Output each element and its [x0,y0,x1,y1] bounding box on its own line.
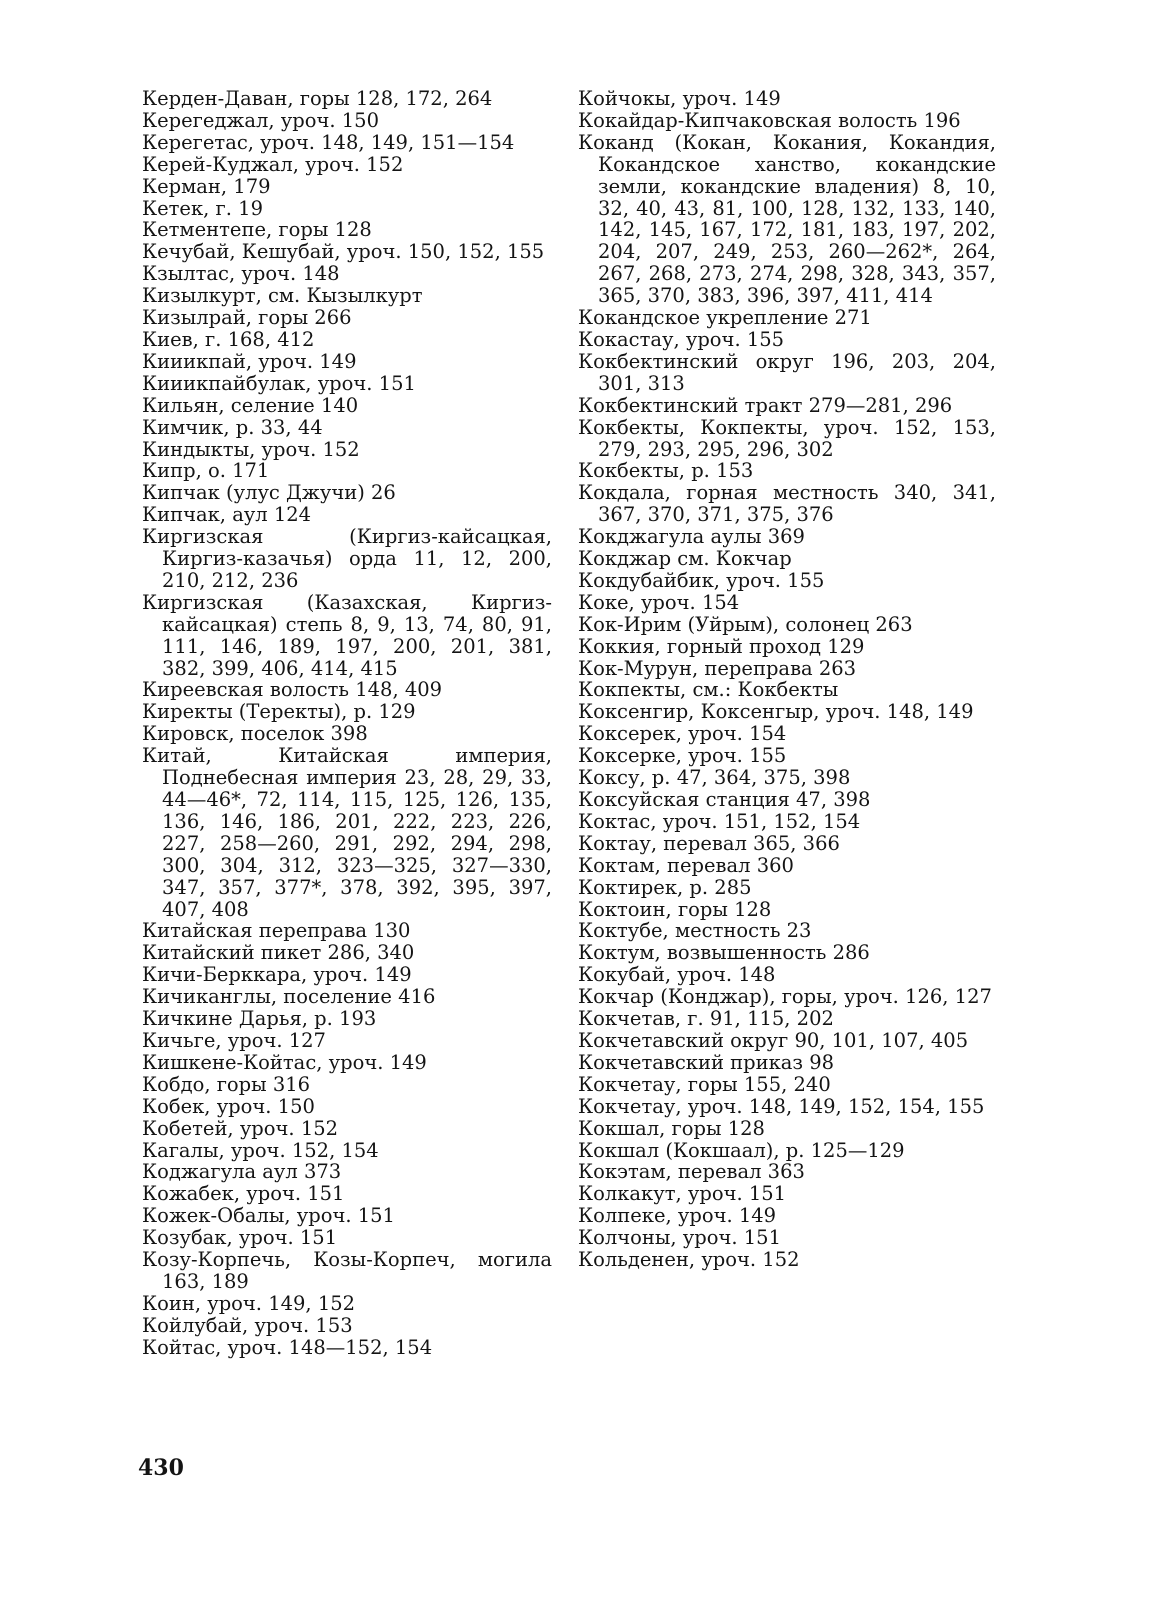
index-entry: Кишкене-Койтас, уроч. 149 [142,1050,427,1074]
index-entry: Коктирек, р. 285 [578,875,752,899]
index-entry: Кокпекты, см.: Кокбекты [578,678,839,702]
index-entry: Керегеджал, уроч. 150 [142,108,379,132]
index-entry: Киректы (Теректы), р. 129 [142,700,416,724]
index-entry: Коксуйская станция 47, 398 [578,788,871,811]
index-entry: Коксу, р. 47, 364, 375, 398 [578,766,851,790]
index-entry: Киев, г. 168, 412 [142,327,315,351]
index-entry: Киргизская (Казахская, Киргиз-кайсацкая) степь 8, 9, 13, 74, 80, 91, 111, 146, 189, 197, 200, 201, 381, 382, 399, 406, 414, 415 [142,590,552,680]
index-entry: Кобетей, уроч. 152 [142,1116,339,1140]
index-entry: Кипр, о. 171 [142,459,270,483]
index-entry: Керман, 179 [142,174,271,198]
index-entry: Кокдубайбик, уроч. 155 [578,568,825,592]
index-entry: Кобек, уроч. 150 [142,1094,315,1118]
index-entry: Коктум, возвышенность 286 [578,941,870,965]
index-entry: Китай, Китайская империя, Поднебесная империя 23, 28, 29, 33, 44—46*, 72, 114, 115, 125, 126, 135, 136, 146, 186, 201, 222, 223, 226, 227, 258—260, 291, 292, 294, 298, 300, 304, 312, 323—325, 327—330, 347, 357, 377*, 378, 392, 395, 397, 407, 408 [142,744,552,921]
index-entry: Кок-Ирим (Уйрым), солонец 263 [578,612,913,636]
index-entry: Кетек, г. 19 [142,196,263,220]
index-entry: Кокджагула аулы 369 [578,525,805,549]
index-entry: Койчокы, уроч. 149 [578,87,781,110]
index-entry: Коктоин, горы 128 [578,897,772,921]
index-entry: Коксерек, уроч. 154 [578,722,787,746]
index-entry: Кокчетавский округ 90, 101, 107, 405 [578,1028,969,1052]
index-entry: Кокчетау, горы 155, 240 [578,1072,831,1096]
index-entry: Колчоны, уроч. 151 [578,1226,781,1250]
index-entry: Коджагула аул 373 [142,1160,342,1184]
index-entry: Койлубай, уроч. 153 [142,1313,353,1337]
index-entry: Кокчетау, уроч. 148, 149, 152, 154, 155 [578,1094,985,1118]
index-entry: Кокандское укрепление 271 [578,306,872,330]
index-entry: Кокайдар-Кипчаковская волость 196 [578,108,961,132]
index-entry: Кировск, поселок 398 [142,722,368,746]
index-entry: Коксерке, уроч. 155 [578,744,787,768]
index-entry: Коктам, перевал 360 [578,853,794,877]
index-entry: Кииикпай, уроч. 149 [142,349,357,373]
index-entry: Керей-Куджал, уроч. 152 [142,152,404,176]
page-number: 430 [138,1455,184,1481]
index-column-right [578,88,996,1271]
index-entry: Кокдала, горная местность 340, 341, 367, 370, 371, 375, 376 [578,481,996,527]
index-entry: Китайская переправа 130 [142,919,411,943]
index-entry: Коктас, уроч. 151, 152, 154 [578,809,861,833]
index-entry: Кожабек, уроч. 151 [142,1182,345,1206]
index-entry: Козубак, уроч. 151 [142,1226,338,1250]
index-entry: Кожек-Обалы, уроч. 151 [142,1204,395,1228]
index-entry: Кетментепе, горы 128 [142,218,372,242]
index-entry: Кечубай, Кешубай, уроч. 150, 152, 155 [142,240,545,264]
index-entry: Кипчак (улус Джучи) 26 [142,481,396,505]
index-column-left [142,88,552,1359]
index-entry: Кизылрай, горы 266 [142,306,352,330]
index-entry: Кокчетавский приказ 98 [578,1050,835,1074]
index-entry: Кольденен, уроч. 152 [578,1248,800,1272]
index-entry: Койтас, уроч. 148—152, 154 [142,1335,433,1359]
index-entry: Коксенгир, Коксенгыр, уроч. 148, 149 [578,700,974,724]
index-entry: Кичьге, уроч. 127 [142,1028,326,1052]
index-entry: Колпеке, уроч. 149 [578,1204,777,1228]
index-entry: Коин, уроч. 149, 152 [142,1291,356,1315]
index-entry: Кичкине Дарья, р. 193 [142,1007,377,1031]
index-entry: Кокэтам, перевал 363 [578,1160,805,1184]
index-entry: Кимчик, р. 33, 44 [142,415,323,439]
index-entry: Кзылтас, уроч. 148 [142,262,340,286]
index-entry: Кокбектинский округ 196, 203, 204, 301, 313 [578,349,996,395]
index-entry: Кокшал, горы 128 [578,1116,765,1140]
index-entry: Коктау, перевал 365, 366 [578,831,840,855]
index-entry: Кокбекты, Кокпекты, уроч. 152, 153, 279, 293, 295, 296, 302 [578,415,996,461]
index-entry: Коктубе, местность 23 [578,919,812,943]
index-entry: Киндыкты, уроч. 152 [142,437,360,461]
index-entry: Кииикпайбулак, уроч. 151 [142,371,416,395]
index-entry: Кипчак, аул 124 [142,503,312,527]
index-entry: Кокчар (Конджар), горы, уроч. 126, 127 [578,985,992,1009]
index-entry: Кокубай, уроч. 148 [578,963,776,987]
index-entry: Керегетас, уроч. 148, 149, 151—154 [142,130,515,154]
index-entry: Кокбектинский тракт 279—281, 296 [578,393,953,417]
index-entry: Кагалы, уроч. 152, 154 [142,1138,379,1162]
index-entry: Колкакут, уроч. 151 [578,1182,787,1206]
index-entry: Кок-Мурун, переправа 263 [578,656,857,680]
index-entry: Кокджар см. Кокчар [578,547,792,571]
index-entry: Керден-Даван, горы 128, 172, 264 [142,87,493,110]
index-entry: Кичи-Берккара, уроч. 149 [142,963,412,987]
index-entry: Козу-Корпечь, Козы-Корпеч, могила 163, 189 [142,1248,552,1293]
index-entry: Кокшал (Кокшаал), р. 125—129 [578,1138,905,1162]
index-entry: Коккия, горный проход 129 [578,634,865,658]
index-entry: Коканд (Кокан, Кокания, Кокандия, Кокандское ханство, кокандские земли, кокандские владения) 8, 10, 32, 40, 43, 81, 100, 128, 132, 133, 140, 142, 145, 167, 172, 181, 183, 197, 202, 204, 207, 249, 253, 260—262*, 264, 267, 268, 273, 274, 298, 328, 343, 357, 365, 370, 383, 396, 397, 411, 414 [578,130,996,308]
index-entry: Кокчетав, г. 91, 115, 202 [578,1007,834,1031]
index-entry: Кокастау, уроч. 155 [578,327,785,351]
index-entry: Кизылкурт, см. Кызылкурт [142,284,423,308]
index-entry: Коке, уроч. 154 [578,590,740,614]
index-entry: Кокбекты, р. 153 [578,459,754,483]
index-entry: Кильян, селение 140 [142,393,359,417]
index-entry: Кобдо, горы 316 [142,1072,311,1096]
index-entry: Киргизская (Киргиз-кайсацкая, Киргиз-казачья) орда 11, 12, 200, 210, 212, 236 [142,525,552,592]
index-entry: Кичиканглы, поселение 416 [142,985,436,1009]
index-entry: Китайский пикет 286, 340 [142,941,415,965]
index-entry: Киреевская волость 148, 409 [142,678,443,702]
